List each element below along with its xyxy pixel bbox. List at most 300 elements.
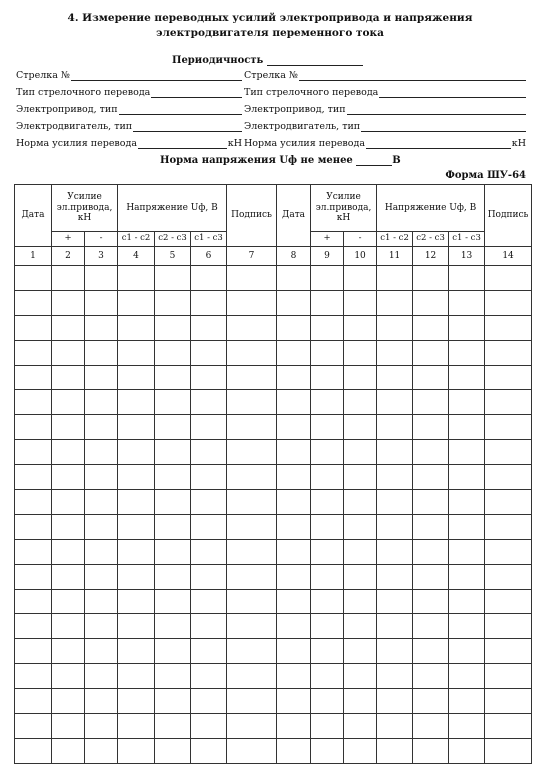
table-cell[interactable]: [277, 714, 311, 739]
table-cell[interactable]: [227, 365, 277, 390]
table-cell[interactable]: [191, 639, 227, 664]
table-cell[interactable]: [311, 415, 344, 440]
table-cell[interactable]: [413, 738, 449, 763]
table-cell[interactable]: [377, 514, 413, 539]
table-cell[interactable]: [191, 490, 227, 515]
table-cell[interactable]: [85, 290, 118, 315]
table-cell[interactable]: [413, 365, 449, 390]
table-cell[interactable]: [227, 689, 277, 714]
table-cell[interactable]: [15, 589, 52, 614]
table-cell[interactable]: [15, 689, 52, 714]
table-cell[interactable]: [449, 539, 485, 564]
table-cell[interactable]: [413, 614, 449, 639]
table-cell[interactable]: [344, 539, 377, 564]
table-cell[interactable]: [277, 315, 311, 340]
table-cell[interactable]: [227, 564, 277, 589]
table-cell[interactable]: [52, 689, 85, 714]
table-cell[interactable]: [413, 664, 449, 689]
table-cell[interactable]: [277, 490, 311, 515]
table-cell[interactable]: [449, 564, 485, 589]
table-cell[interactable]: [377, 290, 413, 315]
table-cell[interactable]: [85, 415, 118, 440]
table-cell[interactable]: [155, 390, 191, 415]
table-cell[interactable]: [191, 415, 227, 440]
table-cell[interactable]: [85, 315, 118, 340]
table-cell[interactable]: [52, 639, 85, 664]
table-cell[interactable]: [311, 639, 344, 664]
table-cell[interactable]: [155, 490, 191, 515]
table-cell[interactable]: [191, 564, 227, 589]
table-cell[interactable]: [118, 689, 155, 714]
table-cell[interactable]: [191, 266, 227, 291]
table-cell[interactable]: [155, 266, 191, 291]
table-cell[interactable]: [485, 390, 532, 415]
table-cell[interactable]: [377, 365, 413, 390]
table-cell[interactable]: [155, 539, 191, 564]
table-cell[interactable]: [344, 714, 377, 739]
table-cell[interactable]: [485, 639, 532, 664]
table-cell[interactable]: [118, 614, 155, 639]
table-cell[interactable]: [449, 340, 485, 365]
table-cell[interactable]: [485, 589, 532, 614]
table-cell[interactable]: [449, 465, 485, 490]
table-cell[interactable]: [311, 614, 344, 639]
table-cell[interactable]: [52, 340, 85, 365]
table-cell[interactable]: [227, 539, 277, 564]
left-motor-type-line[interactable]: [133, 121, 242, 132]
table-cell[interactable]: [485, 266, 532, 291]
table-cell[interactable]: [15, 390, 52, 415]
table-cell[interactable]: [52, 664, 85, 689]
table-cell[interactable]: [311, 365, 344, 390]
table-cell[interactable]: [277, 514, 311, 539]
table-cell[interactable]: [227, 315, 277, 340]
table-cell[interactable]: [377, 340, 413, 365]
table-cell[interactable]: [155, 415, 191, 440]
table-cell[interactable]: [118, 639, 155, 664]
table-cell[interactable]: [85, 514, 118, 539]
table-cell[interactable]: [85, 689, 118, 714]
table-cell[interactable]: [277, 639, 311, 664]
table-cell[interactable]: [52, 365, 85, 390]
table-cell[interactable]: [277, 415, 311, 440]
table-cell[interactable]: [118, 490, 155, 515]
table-cell[interactable]: [413, 714, 449, 739]
table-cell[interactable]: [377, 315, 413, 340]
table-cell[interactable]: [85, 589, 118, 614]
table-cell[interactable]: [277, 340, 311, 365]
table-cell[interactable]: [191, 340, 227, 365]
table-cell[interactable]: [191, 390, 227, 415]
table-cell[interactable]: [52, 390, 85, 415]
table-cell[interactable]: [377, 539, 413, 564]
table-cell[interactable]: [449, 664, 485, 689]
table-cell[interactable]: [485, 564, 532, 589]
table-cell[interactable]: [85, 440, 118, 465]
table-cell[interactable]: [155, 514, 191, 539]
right-force-norm-field[interactable]: [244, 138, 526, 149]
table-cell[interactable]: [15, 514, 52, 539]
table-cell[interactable]: [227, 738, 277, 763]
table-cell[interactable]: [118, 564, 155, 589]
table-cell[interactable]: [227, 390, 277, 415]
table-cell[interactable]: [311, 340, 344, 365]
right-motor-type-field[interactable]: [244, 121, 526, 132]
table-cell[interactable]: [155, 290, 191, 315]
table-cell[interactable]: [118, 738, 155, 763]
table-cell[interactable]: [118, 440, 155, 465]
table-cell[interactable]: [413, 589, 449, 614]
table-cell[interactable]: [377, 714, 413, 739]
table-cell[interactable]: [191, 664, 227, 689]
table-cell[interactable]: [52, 564, 85, 589]
table-cell[interactable]: [52, 714, 85, 739]
left-force-norm-line[interactable]: [138, 138, 227, 149]
table-cell[interactable]: [344, 266, 377, 291]
table-cell[interactable]: [191, 539, 227, 564]
table-cell[interactable]: [377, 614, 413, 639]
left-drive-type-field[interactable]: [16, 104, 242, 115]
table-cell[interactable]: [449, 514, 485, 539]
table-cell[interactable]: [15, 539, 52, 564]
right-switch-no-line[interactable]: [299, 70, 526, 81]
table-cell[interactable]: [449, 738, 485, 763]
table-cell[interactable]: [118, 664, 155, 689]
table-cell[interactable]: [85, 390, 118, 415]
table-cell[interactable]: [377, 664, 413, 689]
table-cell[interactable]: [449, 614, 485, 639]
right-force-norm-line[interactable]: [366, 138, 511, 149]
table-cell[interactable]: [191, 738, 227, 763]
table-cell[interactable]: [227, 465, 277, 490]
table-cell[interactable]: [485, 738, 532, 763]
table-cell[interactable]: [227, 664, 277, 689]
table-cell[interactable]: [413, 539, 449, 564]
table-cell[interactable]: [155, 614, 191, 639]
table-cell[interactable]: [311, 390, 344, 415]
table-cell[interactable]: [449, 266, 485, 291]
table-cell[interactable]: [85, 490, 118, 515]
table-cell[interactable]: [344, 689, 377, 714]
table-cell[interactable]: [52, 465, 85, 490]
table-cell[interactable]: [344, 365, 377, 390]
table-cell[interactable]: [85, 465, 118, 490]
table-cell[interactable]: [118, 315, 155, 340]
table-cell[interactable]: [227, 639, 277, 664]
table-cell[interactable]: [15, 714, 52, 739]
table-cell[interactable]: [52, 290, 85, 315]
table-cell[interactable]: [413, 440, 449, 465]
table-cell[interactable]: [52, 490, 85, 515]
table-cell[interactable]: [277, 390, 311, 415]
table-cell[interactable]: [15, 614, 52, 639]
table-cell[interactable]: [311, 465, 344, 490]
table-cell[interactable]: [227, 415, 277, 440]
table-cell[interactable]: [377, 589, 413, 614]
table-cell[interactable]: [344, 639, 377, 664]
table-cell[interactable]: [377, 465, 413, 490]
table-cell[interactable]: [191, 315, 227, 340]
table-cell[interactable]: [277, 440, 311, 465]
table-cell[interactable]: [311, 266, 344, 291]
table-cell[interactable]: [85, 714, 118, 739]
table-cell[interactable]: [344, 290, 377, 315]
table-cell[interactable]: [449, 290, 485, 315]
table-cell[interactable]: [413, 290, 449, 315]
table-cell[interactable]: [277, 738, 311, 763]
table-cell[interactable]: [311, 315, 344, 340]
table-cell[interactable]: [485, 664, 532, 689]
table-cell[interactable]: [227, 340, 277, 365]
table-cell[interactable]: [485, 614, 532, 639]
table-cell[interactable]: [52, 315, 85, 340]
table-cell[interactable]: [449, 639, 485, 664]
table-cell[interactable]: [485, 514, 532, 539]
table-cell[interactable]: [449, 440, 485, 465]
table-cell[interactable]: [52, 614, 85, 639]
table-cell[interactable]: [227, 714, 277, 739]
table-cell[interactable]: [155, 589, 191, 614]
table-cell[interactable]: [85, 564, 118, 589]
table-cell[interactable]: [118, 465, 155, 490]
table-cell[interactable]: [155, 440, 191, 465]
table-cell[interactable]: [344, 390, 377, 415]
table-cell[interactable]: [227, 614, 277, 639]
table-cell[interactable]: [277, 664, 311, 689]
table-cell[interactable]: [191, 465, 227, 490]
table-cell[interactable]: [344, 614, 377, 639]
table-cell[interactable]: [118, 290, 155, 315]
table-cell[interactable]: [15, 639, 52, 664]
table-cell[interactable]: [227, 266, 277, 291]
table-cell[interactable]: [15, 365, 52, 390]
table-cell[interactable]: [449, 714, 485, 739]
table-cell[interactable]: [277, 539, 311, 564]
table-cell[interactable]: [311, 490, 344, 515]
table-cell[interactable]: [15, 564, 52, 589]
table-cell[interactable]: [485, 315, 532, 340]
table-cell[interactable]: [15, 465, 52, 490]
table-cell[interactable]: [155, 738, 191, 763]
table-cell[interactable]: [485, 465, 532, 490]
table-cell[interactable]: [449, 315, 485, 340]
table-cell[interactable]: [155, 465, 191, 490]
left-switch-type-field[interactable]: [16, 87, 242, 98]
table-cell[interactable]: [485, 714, 532, 739]
table-cell[interactable]: [377, 266, 413, 291]
table-cell[interactable]: [52, 589, 85, 614]
table-cell[interactable]: [85, 614, 118, 639]
left-motor-type-field[interactable]: [16, 121, 242, 132]
table-cell[interactable]: [118, 539, 155, 564]
table-cell[interactable]: [413, 390, 449, 415]
table-cell[interactable]: [52, 266, 85, 291]
table-cell[interactable]: [449, 365, 485, 390]
table-cell[interactable]: [485, 440, 532, 465]
table-cell[interactable]: [377, 390, 413, 415]
table-cell[interactable]: [155, 639, 191, 664]
periodicity-blank-line[interactable]: [267, 54, 363, 66]
left-switch-type-line[interactable]: [151, 87, 242, 98]
right-motor-type-line[interactable]: [361, 121, 526, 132]
table-cell[interactable]: [485, 689, 532, 714]
right-switch-no-field[interactable]: [244, 70, 526, 81]
table-cell[interactable]: [85, 266, 118, 291]
table-cell[interactable]: [191, 514, 227, 539]
table-cell[interactable]: [485, 290, 532, 315]
table-cell[interactable]: [311, 738, 344, 763]
table-cell[interactable]: [277, 589, 311, 614]
table-cell[interactable]: [413, 514, 449, 539]
table-cell[interactable]: [311, 539, 344, 564]
table-cell[interactable]: [377, 689, 413, 714]
table-cell[interactable]: [85, 365, 118, 390]
table-cell[interactable]: [413, 465, 449, 490]
table-cell[interactable]: [191, 589, 227, 614]
table-cell[interactable]: [413, 639, 449, 664]
table-cell[interactable]: [118, 714, 155, 739]
table-cell[interactable]: [344, 589, 377, 614]
table-cell[interactable]: [413, 415, 449, 440]
table-cell[interactable]: [413, 340, 449, 365]
table-cell[interactable]: [118, 390, 155, 415]
table-cell[interactable]: [15, 440, 52, 465]
table-cell[interactable]: [277, 689, 311, 714]
table-cell[interactable]: [344, 514, 377, 539]
table-cell[interactable]: [344, 440, 377, 465]
table-cell[interactable]: [449, 415, 485, 440]
table-cell[interactable]: [377, 639, 413, 664]
left-force-norm-field[interactable]: [16, 138, 242, 149]
table-cell[interactable]: [277, 365, 311, 390]
left-switch-no-field[interactable]: [16, 70, 242, 81]
table-cell[interactable]: [377, 738, 413, 763]
table-cell[interactable]: [485, 490, 532, 515]
table-cell[interactable]: [85, 664, 118, 689]
table-cell[interactable]: [377, 415, 413, 440]
table-cell[interactable]: [449, 490, 485, 515]
table-cell[interactable]: [227, 290, 277, 315]
table-cell[interactable]: [227, 490, 277, 515]
table-cell[interactable]: [485, 415, 532, 440]
table-cell[interactable]: [377, 564, 413, 589]
table-cell[interactable]: [15, 340, 52, 365]
table-cell[interactable]: [311, 714, 344, 739]
table-cell[interactable]: [191, 290, 227, 315]
table-cell[interactable]: [413, 490, 449, 515]
table-cell[interactable]: [227, 514, 277, 539]
table-cell[interactable]: [344, 490, 377, 515]
table-cell[interactable]: [277, 290, 311, 315]
table-cell[interactable]: [15, 490, 52, 515]
left-drive-type-line[interactable]: [119, 104, 242, 115]
table-cell[interactable]: [277, 564, 311, 589]
table-cell[interactable]: [413, 266, 449, 291]
table-cell[interactable]: [52, 738, 85, 763]
table-cell[interactable]: [52, 514, 85, 539]
table-cell[interactable]: [52, 415, 85, 440]
table-cell[interactable]: [277, 266, 311, 291]
table-cell[interactable]: [118, 340, 155, 365]
table-cell[interactable]: [377, 440, 413, 465]
table-cell[interactable]: [344, 738, 377, 763]
table-cell[interactable]: [485, 539, 532, 564]
table-cell[interactable]: [191, 714, 227, 739]
table-cell[interactable]: [52, 539, 85, 564]
table-cell[interactable]: [311, 290, 344, 315]
table-cell[interactable]: [277, 465, 311, 490]
table-cell[interactable]: [413, 689, 449, 714]
table-cell[interactable]: [449, 390, 485, 415]
table-cell[interactable]: [118, 589, 155, 614]
table-cell[interactable]: [155, 689, 191, 714]
table-cell[interactable]: [311, 589, 344, 614]
table-cell[interactable]: [311, 564, 344, 589]
table-cell[interactable]: [15, 415, 52, 440]
table-cell[interactable]: [344, 415, 377, 440]
table-cell[interactable]: [15, 266, 52, 291]
table-cell[interactable]: [277, 614, 311, 639]
table-cell[interactable]: [85, 539, 118, 564]
table-cell[interactable]: [449, 689, 485, 714]
table-cell[interactable]: [485, 365, 532, 390]
table-cell[interactable]: [191, 689, 227, 714]
table-cell[interactable]: [85, 738, 118, 763]
table-cell[interactable]: [155, 365, 191, 390]
table-cell[interactable]: [227, 589, 277, 614]
table-cell[interactable]: [85, 340, 118, 365]
table-cell[interactable]: [118, 514, 155, 539]
table-cell[interactable]: [15, 290, 52, 315]
table-cell[interactable]: [344, 564, 377, 589]
voltage-norm-line[interactable]: [356, 154, 392, 166]
table-cell[interactable]: [311, 664, 344, 689]
table-cell[interactable]: [311, 689, 344, 714]
table-cell[interactable]: [191, 365, 227, 390]
table-cell[interactable]: [191, 614, 227, 639]
right-drive-type-line[interactable]: [347, 104, 526, 115]
table-cell[interactable]: [485, 340, 532, 365]
table-cell[interactable]: [155, 664, 191, 689]
table-cell[interactable]: [118, 365, 155, 390]
table-cell[interactable]: [155, 315, 191, 340]
table-cell[interactable]: [311, 440, 344, 465]
table-cell[interactable]: [15, 315, 52, 340]
table-cell[interactable]: [52, 440, 85, 465]
table-cell[interactable]: [118, 415, 155, 440]
table-cell[interactable]: [377, 490, 413, 515]
table-cell[interactable]: [344, 664, 377, 689]
table-cell[interactable]: [344, 340, 377, 365]
table-cell[interactable]: [118, 266, 155, 291]
table-cell[interactable]: [227, 440, 277, 465]
right-switch-type-line[interactable]: [379, 87, 526, 98]
table-cell[interactable]: [413, 564, 449, 589]
left-switch-no-line[interactable]: [71, 70, 242, 81]
table-cell[interactable]: [344, 465, 377, 490]
table-cell[interactable]: [311, 514, 344, 539]
table-cell[interactable]: [15, 664, 52, 689]
table-cell[interactable]: [85, 639, 118, 664]
table-cell[interactable]: [344, 315, 377, 340]
table-cell[interactable]: [15, 738, 52, 763]
table-cell[interactable]: [413, 315, 449, 340]
table-cell[interactable]: [155, 714, 191, 739]
table-cell[interactable]: [449, 589, 485, 614]
right-switch-type-field[interactable]: [244, 87, 526, 98]
table-cell[interactable]: [191, 440, 227, 465]
table-cell[interactable]: [155, 340, 191, 365]
